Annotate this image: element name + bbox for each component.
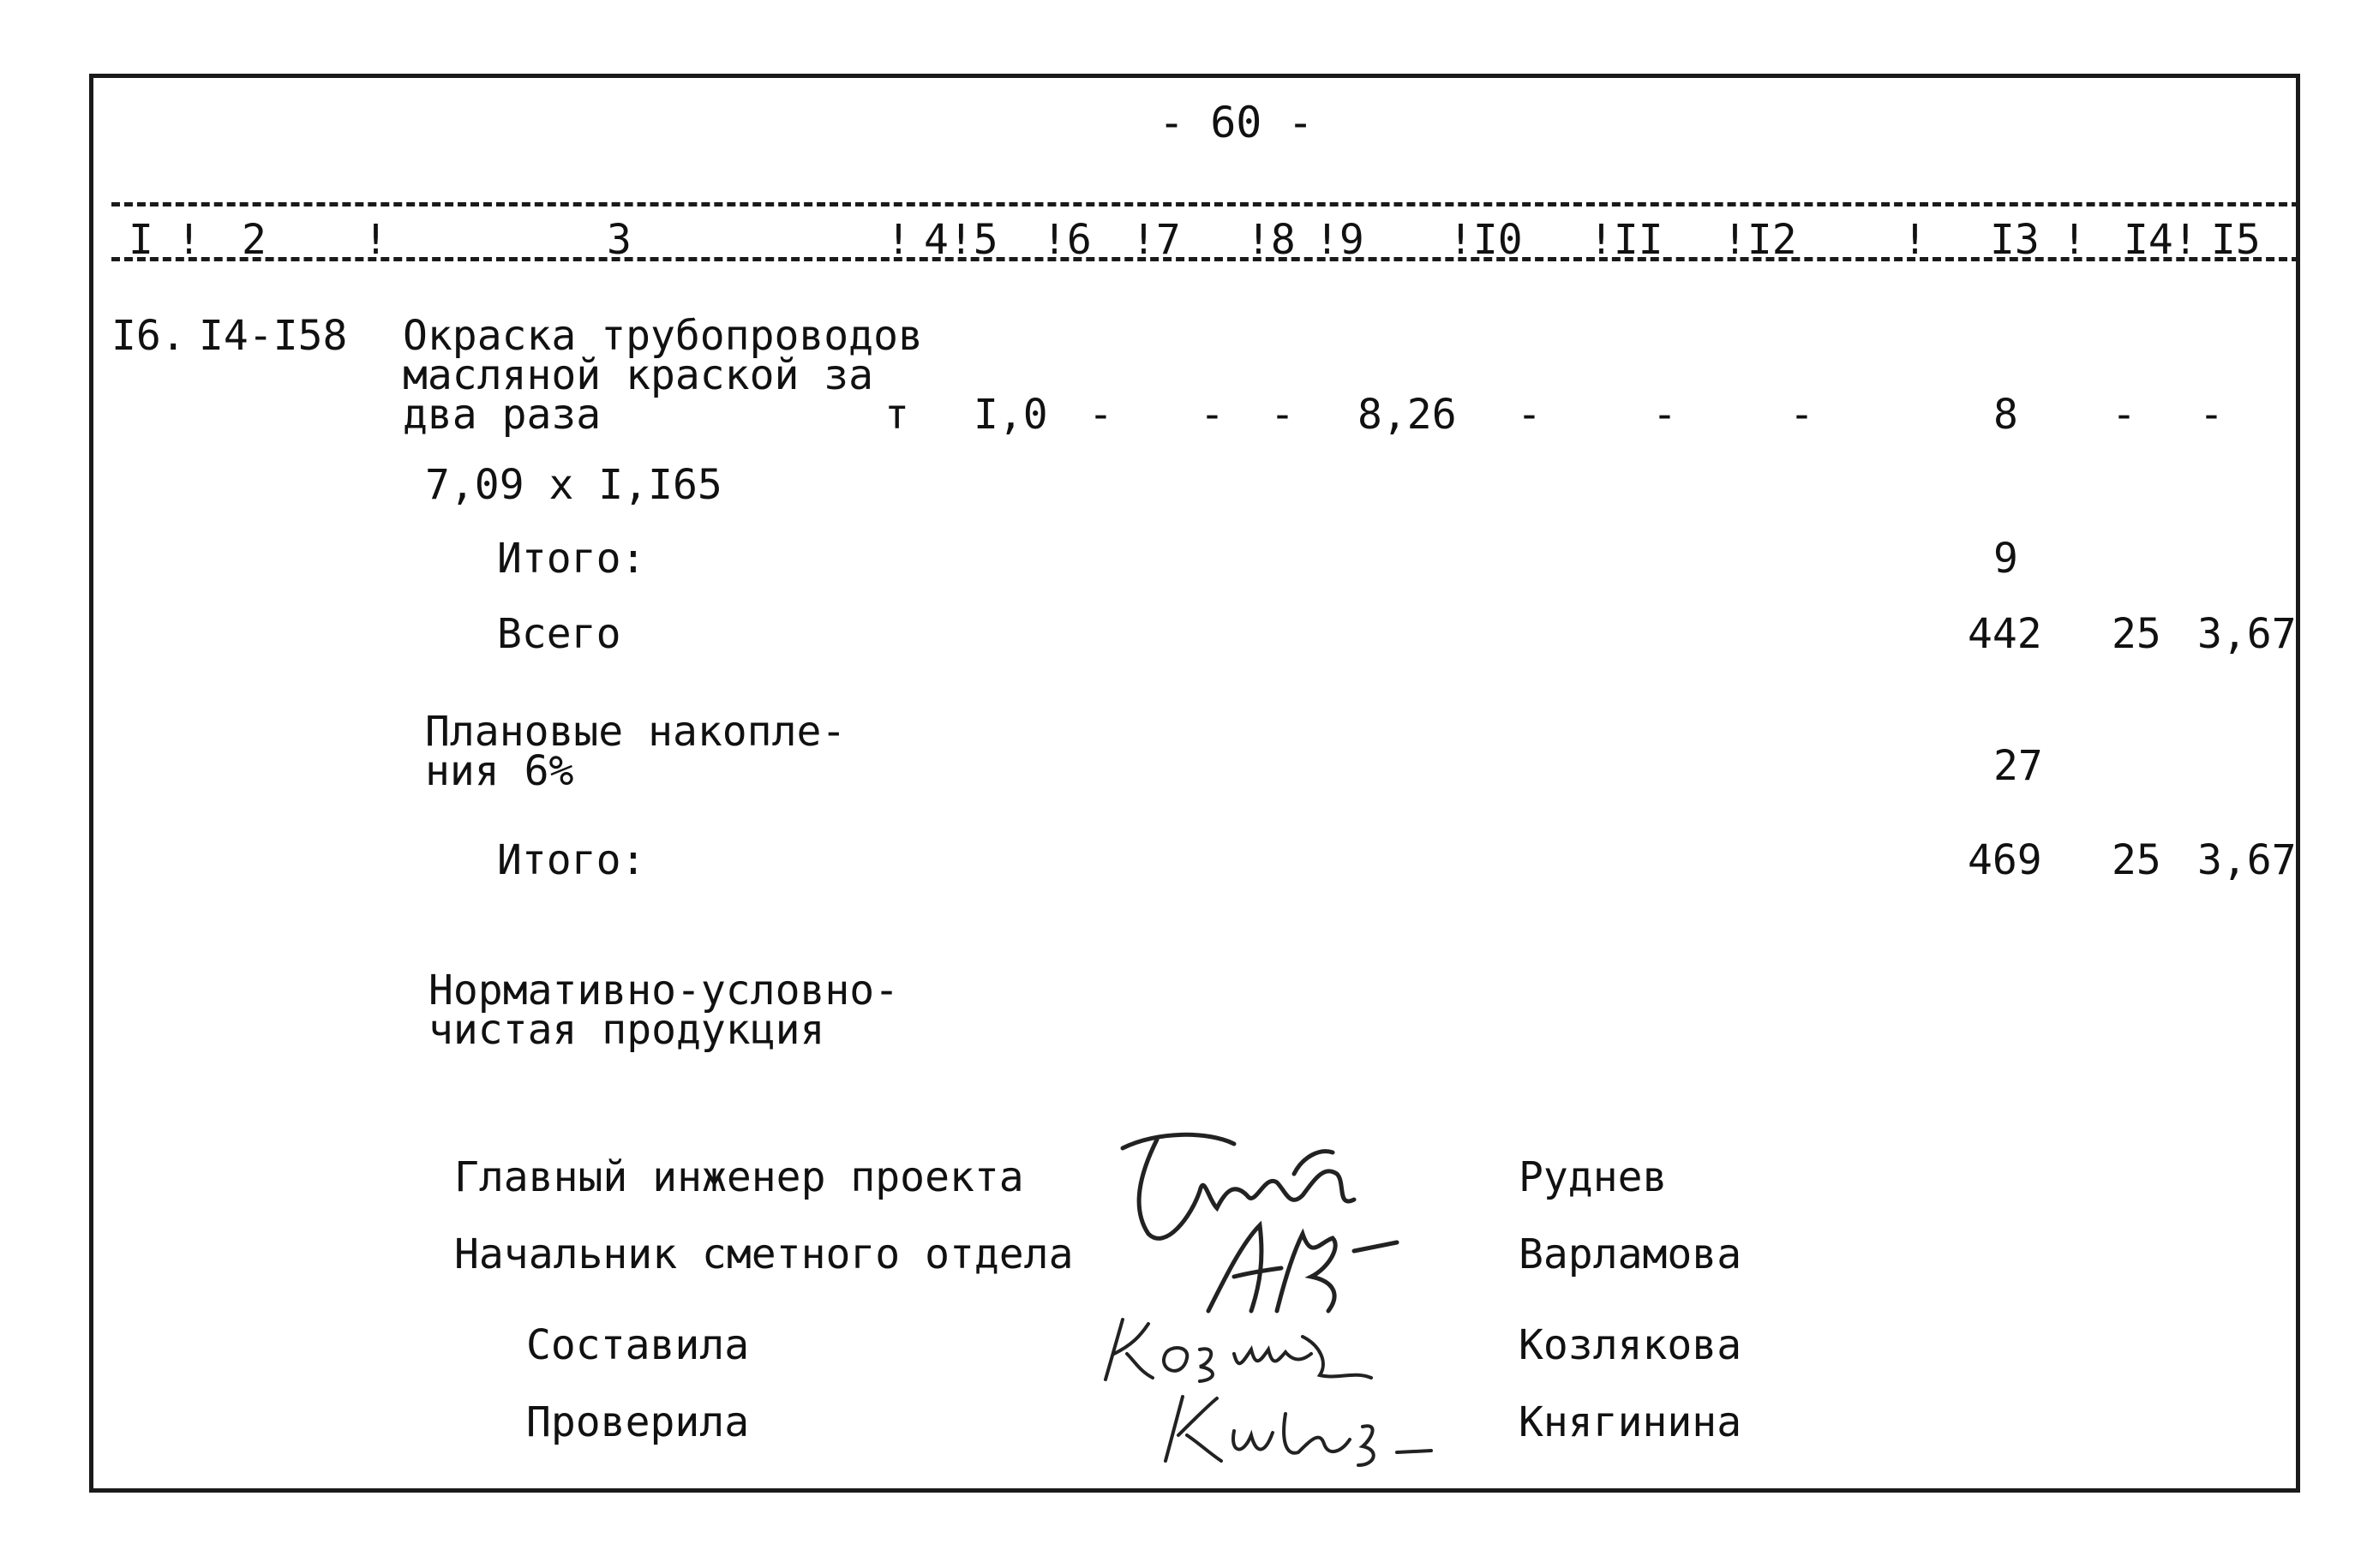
signature-name: Руднев — [1519, 1153, 1668, 1201]
item-description-line: масляной краской за — [403, 351, 874, 399]
page-number: - 60 - — [1159, 98, 1314, 147]
item-unit: т — [884, 391, 909, 439]
item-col-8: - — [1270, 391, 1295, 439]
item-col-6: - — [1088, 391, 1113, 439]
item-quantity: I,0 — [974, 391, 1048, 439]
header-col-6: !6 — [1042, 216, 1092, 264]
signature-role: Главный инженер проекта — [454, 1153, 1024, 1201]
total-col-14: 25 — [2112, 836, 2161, 884]
total-label: Итого: — [497, 836, 646, 884]
header-col-15: I5 — [2211, 216, 2261, 264]
header-sep: ! — [363, 216, 388, 264]
subtotal-col-13: 9 — [1993, 535, 2018, 583]
note-line: Нормативно-условно- — [428, 967, 900, 1014]
item-col-12: - — [1789, 391, 1814, 439]
header-col-2: 2 — [242, 216, 267, 264]
item-number: I6. — [111, 312, 186, 360]
planned-savings-label: ния 6% — [425, 747, 574, 795]
planned-savings-label: Плановые накопле- — [425, 708, 847, 756]
header-col-14: I4! — [2124, 216, 2198, 264]
signature-name: Козлякова — [1519, 1321, 1742, 1369]
header-col-12: !I2 — [1723, 216, 1797, 264]
signature-role: Проверила — [526, 1398, 750, 1446]
item-col-14: - — [2112, 391, 2136, 439]
header-col-11: !II — [1589, 216, 1663, 264]
grand-total-col-13: 442 — [1968, 610, 2042, 658]
signature-role: Составила — [526, 1321, 750, 1369]
header-col-13: I3 — [1990, 216, 2040, 264]
header-col-1: I — [129, 216, 153, 264]
item-col-15: - — [2199, 391, 2224, 439]
item-col-9: 8,26 — [1357, 391, 1457, 439]
grand-total-col-15: 3,67 — [2197, 610, 2297, 658]
signature-name: Княгинина — [1519, 1398, 1742, 1446]
header-sep: ! — [177, 216, 201, 264]
header-col-9: !9 — [1315, 216, 1364, 264]
signature-name: Варламова — [1519, 1230, 1742, 1278]
subtotal-label: Итого: — [497, 535, 646, 583]
header-col-10: !I0 — [1448, 216, 1523, 264]
planned-savings-col-13: 27 — [1993, 742, 2043, 790]
grand-total-col-14: 25 — [2112, 610, 2161, 658]
header-top-rule — [111, 202, 2300, 206]
header-sep: ! — [1903, 216, 1927, 264]
header-sep: ! — [2062, 216, 2087, 264]
item-formula: 7,09 х I,I65 — [425, 461, 722, 509]
item-col-13: 8 — [1993, 391, 2018, 439]
item-description-line: Окраска трубопроводов — [403, 312, 923, 360]
header-col-3: 3 — [607, 216, 632, 264]
total-col-13: 469 — [1968, 836, 2042, 884]
handwritten-signature — [1148, 1379, 1440, 1474]
signature-role: Начальник сметного отдела — [454, 1230, 1074, 1278]
item-description-line: два раза — [403, 391, 602, 439]
item-col-7: - — [1200, 391, 1225, 439]
item-col-10: - — [1517, 391, 1542, 439]
header-col-4-5: 4!5 — [924, 216, 998, 264]
header-sep: ! — [886, 216, 911, 264]
header-col-8: !8 — [1246, 216, 1296, 264]
header-col-7: !7 — [1131, 216, 1181, 264]
total-col-15: 3,67 — [2197, 836, 2297, 884]
item-code: I4-I58 — [199, 312, 348, 360]
grand-total-label: Всего — [497, 610, 621, 658]
note-line: чистая продукция — [428, 1006, 825, 1054]
item-col-11: - — [1652, 391, 1677, 439]
header-bottom-rule — [111, 257, 2300, 261]
